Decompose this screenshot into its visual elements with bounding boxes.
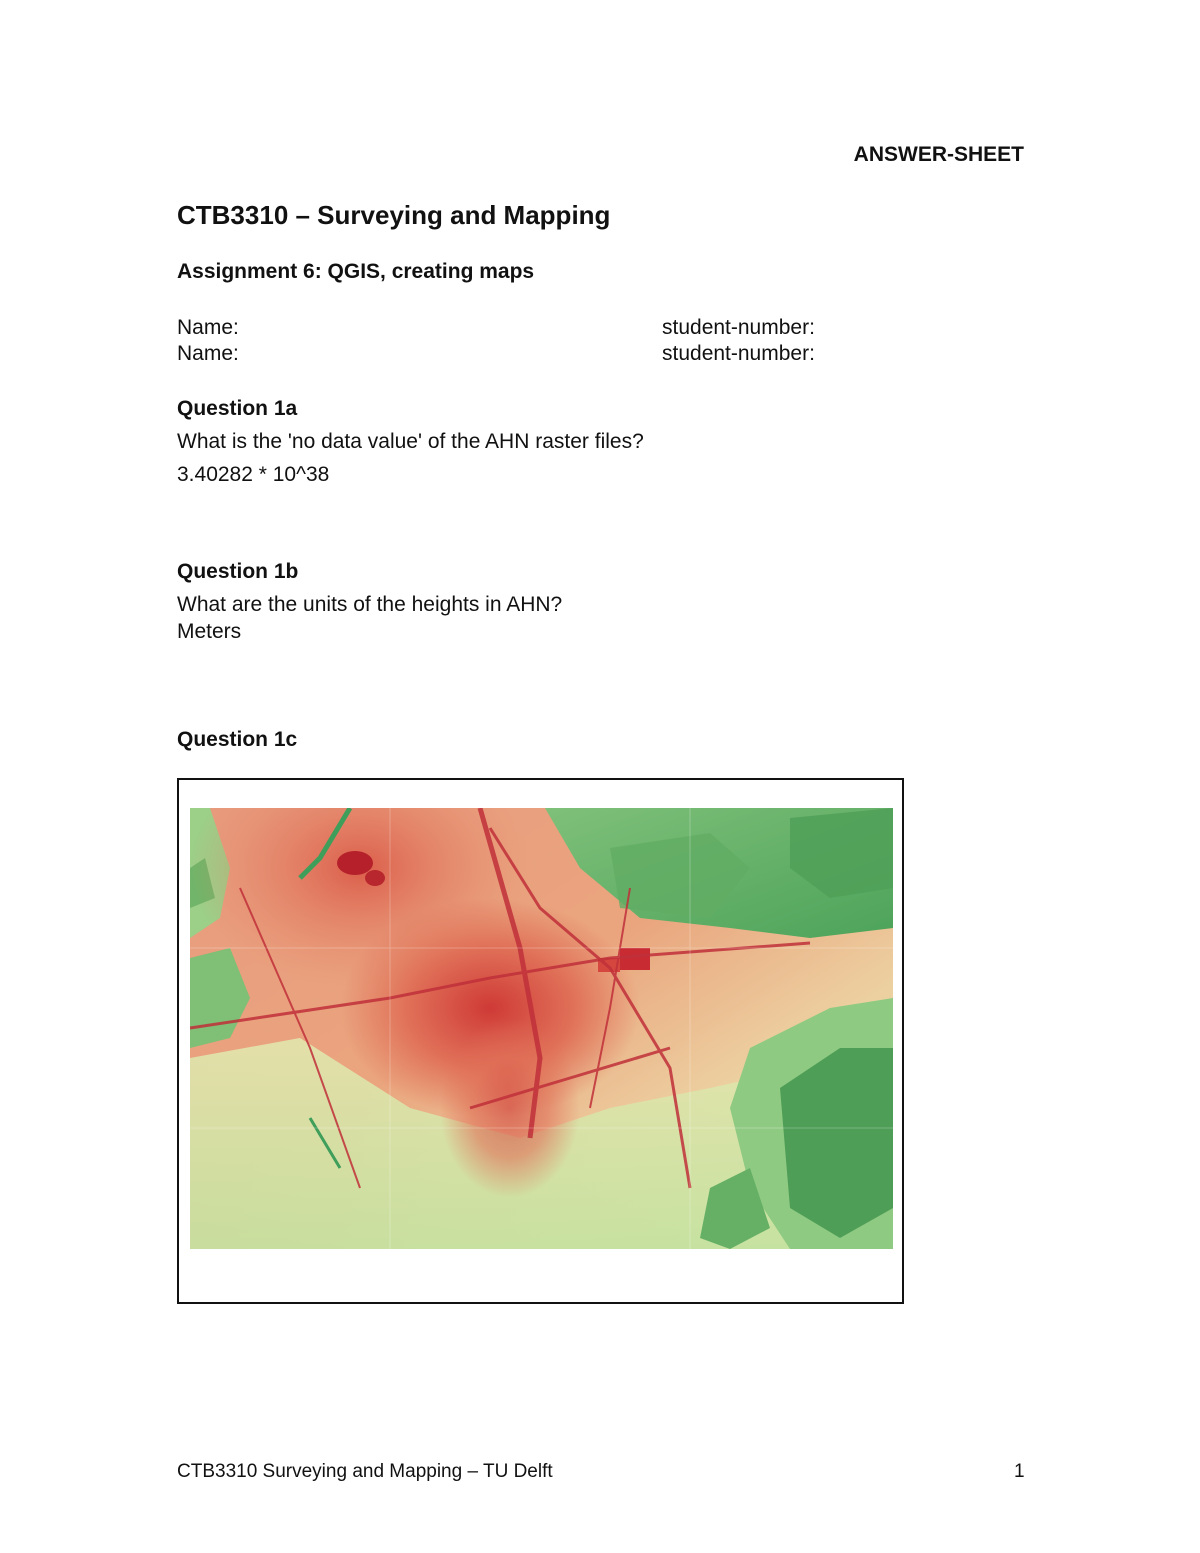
question-1b-heading: Question 1b xyxy=(177,560,299,583)
question-1b-answer: Meters xyxy=(177,620,242,643)
assignment-title: Assignment 6: QGIS, creating maps xyxy=(177,260,535,283)
question-1c-heading: Question 1c xyxy=(177,728,298,751)
student-number-label-1: student-number: xyxy=(662,316,815,339)
map-figure-frame xyxy=(177,778,904,1304)
question-1a-heading: Question 1a xyxy=(177,397,298,420)
footer-text: CTB3310 Surveying and Mapping – TU Delft xyxy=(177,1461,553,1482)
name-label-1: Name: xyxy=(177,316,239,339)
question-1a-answer: 3.40282 * 10^38 xyxy=(177,463,330,486)
course-title: CTB3310 – Surveying and Mapping xyxy=(177,200,611,230)
name-label-2: Name: xyxy=(177,342,239,365)
question-1a-text: What is the 'no data value' of the AHN raster files? xyxy=(177,430,644,453)
student-number-label-2: student-number: xyxy=(662,342,815,365)
question-1b-text: What are the units of the heights in AHN? xyxy=(177,593,563,616)
answer-sheet-label: ANSWER-SHEET xyxy=(853,143,1024,166)
page-number: 1 xyxy=(1014,1461,1025,1482)
elevation-raster-map xyxy=(190,808,893,1249)
